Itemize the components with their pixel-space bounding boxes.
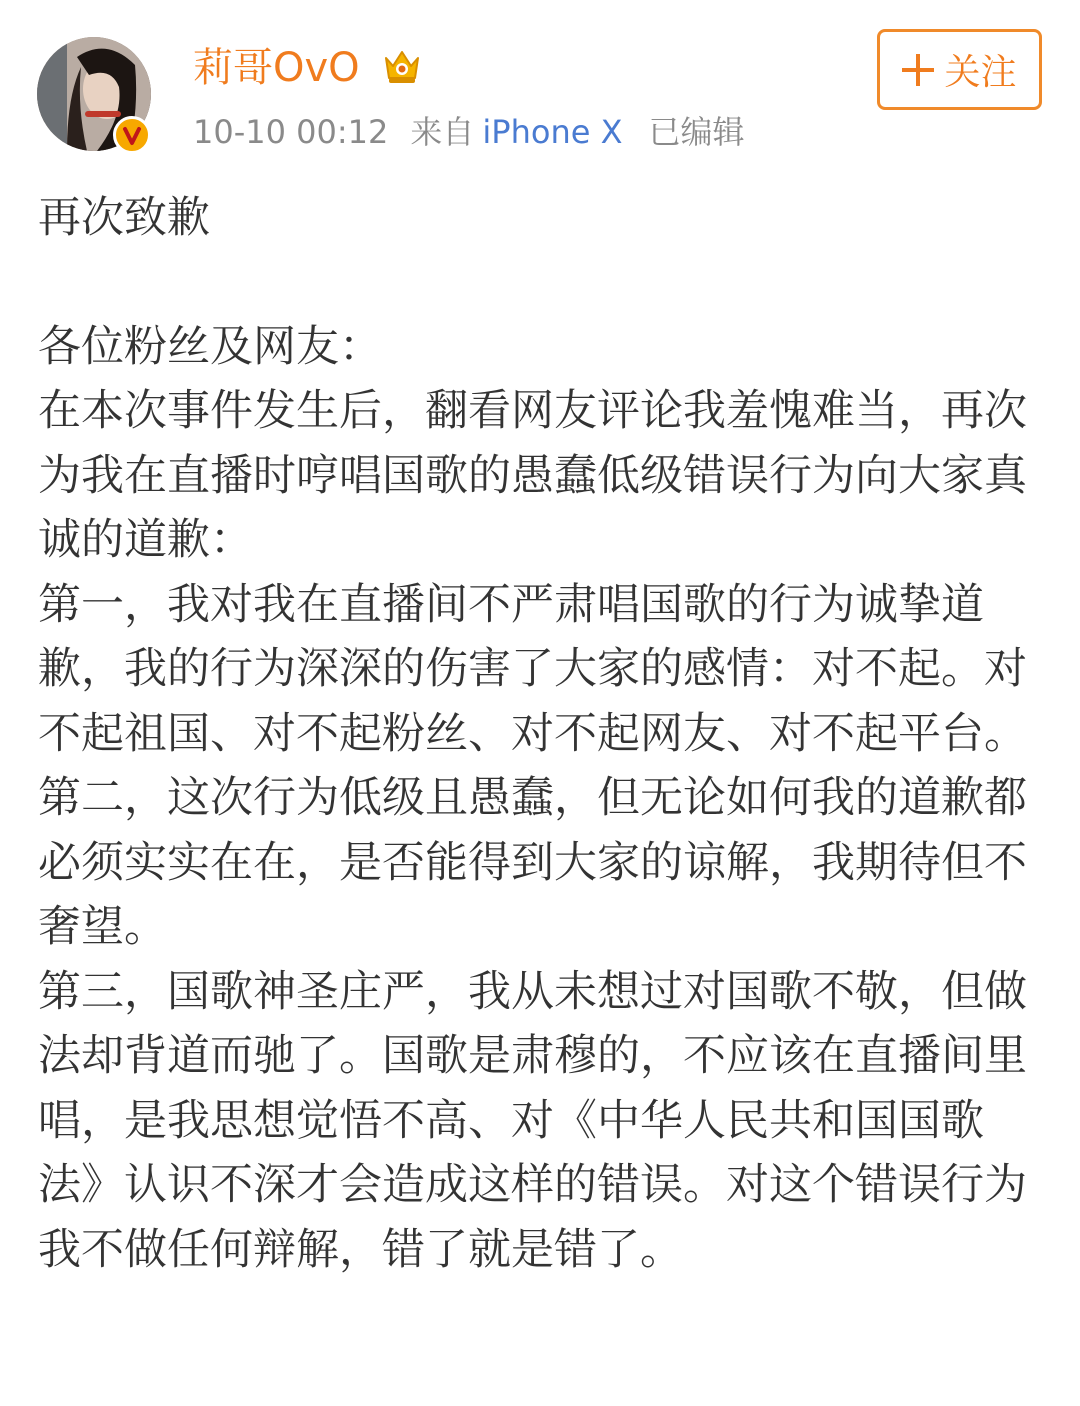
source-prefix: 来自 (410, 113, 475, 151)
post-paragraph: 各位粉丝及网友： (38, 321, 382, 372)
post-body (38, 186, 1048, 1282)
post-meta (193, 110, 745, 154)
post-paragraph: 在本次事件发生后，翻看网友评论我羞愧难当，再次为我在直播时哼唱国歌的愚蠢低级错误行为向大家真诚的道歉： (38, 386, 1027, 565)
verified-v-icon (113, 116, 151, 154)
post-title: 再次致歉 (38, 193, 210, 243)
post-timestamp: 10-10 00:12 (193, 113, 389, 151)
follow-label: 关注 (944, 52, 1017, 93)
plus-icon (902, 54, 934, 86)
vip-crown-icon[interactable] (380, 44, 424, 88)
follow-button[interactable] (877, 29, 1042, 110)
post-paragraph: 第一，我对我在直播间不严肃唱国歌的行为诚挚道歉，我的行为深深的伤害了大家的感情：对不起。对不起祖国、对不起粉丝、对不起网友、对不起平台。 (38, 579, 1027, 759)
post-paragraph: 第三，国歌神圣庄严，我从未想过对国歌不敬，但做法却背道而驰了。国歌是肃穆的，不应该在直播间里唱，是我思想觉悟不高、对《中华人民共和国国歌法》认识不深才会造成这样的错误。对这个错误行为我不做任何辩解，错了就是错了。 (38, 966, 1027, 1275)
post-paragraph: 第二，这次行为低级且愚蠢，但无论如何我的道歉都必须实实在在，是否能得到大家的谅解，我期待但不奢望。 (38, 773, 1027, 952)
post-header (0, 0, 1080, 170)
source-device-link[interactable]: iPhone X (482, 113, 623, 151)
paragraph-spacer (38, 251, 1048, 315)
username[interactable]: 莉哥OvO (193, 45, 360, 91)
edited-label[interactable]: 已编辑 (648, 113, 745, 151)
